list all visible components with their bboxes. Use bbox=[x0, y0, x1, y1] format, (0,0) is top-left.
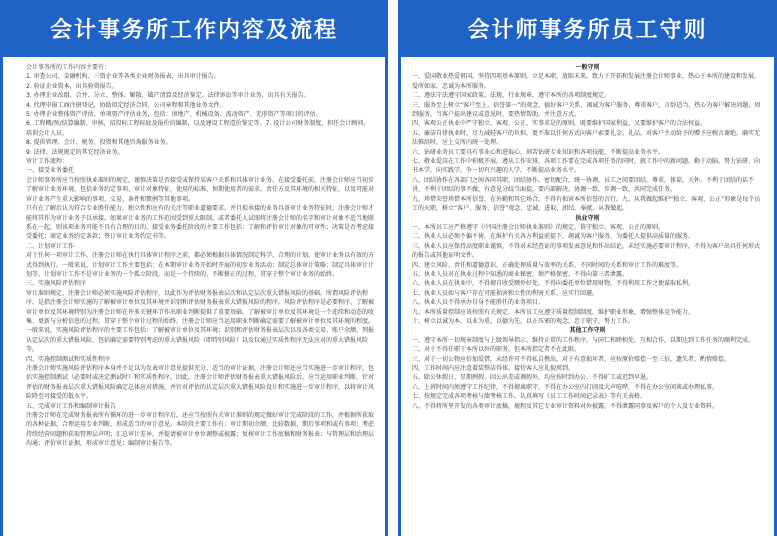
text-line: 一、遵守本所一切规章制度与上级领导指示，维持正常的工作秩序，与同仁和睦相处，互相合作，以期达到工作任务的顺利完成。 bbox=[412, 336, 755, 344]
left-title: 会计事务所工作内容及流程 bbox=[49, 18, 338, 43]
text-line: 四、客观公正执业中严守独立、客观、公正、实事求是的原则，既要维护国家利益，又要维护客户的合法权益。 bbox=[412, 120, 707, 128]
text-line: 一、爱国敬业热爱祖国，坚持四项基本原则，立足本职，放眼未来，致力于开拓和发展注册会计师事业，热心于本所的建设和发展，爱所如家，忠诚为本所服务。 bbox=[412, 73, 761, 90]
text-line: 二、计划审计工作 bbox=[26, 242, 75, 250]
text-line: 八、不得将所里开发的各类审计底稿，规程及其它专业审计资料对外披露，不得泄露同事及客户的个人及专业资料。 bbox=[412, 402, 719, 410]
text-line: 会计师事务所应当按照执业准则的规定，谨慎决策是否接受或保持某客户关系和具体审计业务。在接受委托前，注册会计师应当初步了解审计业务环境，包括业务约定事项、审计对象特征、使用的标准、预期使用者的需求，责任方及其环境的相关特征，以及可能对审计业务产生重大影响的事项、交易、条件和惯例等其他事项。 bbox=[26, 176, 374, 203]
text-line: 三、执业人员应保持高度职业谨慎，不得对未经查证的事项发表意见和作出结论，未经实施必要审计程序，不得为客户出具任何形式的报告或其他证明文件。 bbox=[412, 242, 761, 260]
section-heading: 一般守则 bbox=[575, 64, 600, 71]
text-line: 4. 代理申报工商注册登记，协助拟定经济合同、公司章程和其他业务文件。 bbox=[26, 101, 226, 109]
section-heading: 其他工作守则 bbox=[569, 327, 606, 335]
text-line: 8. 提供管理、会计、税务、投资和其他咨询服务业务。 bbox=[26, 139, 172, 147]
text-line: 九、本所质量控制应该按照有关规定，本所员工应遵守质量控制制度，维护职业形象，增强整体竞争能力。 bbox=[412, 308, 695, 316]
right-content bbox=[412, 63, 763, 530]
text-line: 五、执业人员对在执业过程中知悉的商业秘密，须严格保密，不得向第三者泄露。 bbox=[412, 270, 629, 278]
text-line: 审计工作流程： bbox=[26, 158, 69, 166]
text-line: 三、服务至上树立“客户至上，信誉第一”的观念，搞好客户关系，竭诚为客户服务，尊重客户，言辞适当，热心为客户解决问题，周到服务，当客户提出建议或意见时，要热情帮助，并注意方式。 bbox=[412, 101, 761, 119]
text-line: 九、珍惜荣誉珍惜本所信誉，在外勤和其它场合，不得有损害本所信誉的言行。九、从我做起维护“独立、客观、公正”形象是每个员工的天职，树立“客户、服务、信誉”观念，忠诚、进取、团结、奉献，从我做起。 bbox=[412, 195, 761, 213]
text-line: 十、树立以诚为本，以业为重，以德为先，以正压邪的观念，忠于职守，努力工作。 bbox=[412, 317, 635, 325]
text-line: 审计准则规定，注册会计师必须实施风险评估程序，以此作为评估财务报表层次和认定层次重大错报风险的基础。所谓风险评估程序，是指注册会计师实施的了解被审计单位及其环境并识别和评估财务报表重大错报风险的程序。风险评估程序是必要程序，了解被审计单位及其环境特别为注册会计师在许多关键环节作出职业判断提供了重要基础。了解被审计单位及其环境是一个连续和动态的收集、更新与分析信息的过程，贯穿于整个审计过程的始终。注册会计师应当运用职业判断确定需要了解被审计单位及其环境的程度。一般来说，实施风险评估程序的主要工作包括：了解被审计单位及其环境；识别和评估财务报表层次以及各类交易、账户余额、列报认定层次的重大错报风险，包括确定需要特别考虑的重大错报风险（即特别风险）以及仅通过实质性程序无法应对的重大错报风险等。 bbox=[26, 289, 374, 354]
board-gap bbox=[388, 0, 398, 536]
text-line: 6. 工程概/预/结算编制、审核，招投标工程标底及报价的编制，以及建设工程造价鉴定等。7. 设计公司财务制度，担任会计顾问，培训会计人员。 bbox=[26, 120, 370, 137]
text-line: 5. 办理企业整体资产评估、单项资产评估业务，包括：房地产、机械设备、流动资产、无形资产等项目的评估。 bbox=[26, 111, 322, 119]
left-header bbox=[0, 0, 388, 57]
left-board bbox=[0, 0, 388, 536]
text-line: 对于任何一项审计工作，注册会计师在执行具体审计程序之前，都必须根据具体情况制定科学、合理的计划，使审计业务以有效的方式得到执行。一般来说，计划审计工作主要包括：在本期审计业务开始时开展的初步业务活动；制定总体审计策略；制定具体审计计划等。计划审计工作不是审计业务的一个孤立阶段，而是一个持续的、不断修正的过程，贯穿于整个审计业务的始终。 bbox=[26, 252, 374, 278]
text-line: 二、执业人员必须不偏不倚，在维护有关各方利益前提下，竭诚为客户服务，为委托人提供高质量的服务。 bbox=[412, 233, 695, 241]
text-line: 八、执业人员不得承办自身不能胜任的业务项目。 bbox=[412, 299, 545, 307]
text-line: 七、执业人员如与客户存在可能损害独立性的利害关系，应实行回避。 bbox=[412, 289, 599, 297]
text-line: 一、接受业务委托 bbox=[26, 167, 75, 175]
text-line: 六、钻研业务员工要具有事业心和进取心，刻苦钻研专业知识和各项技能，不断提高业务水平。 bbox=[412, 148, 665, 156]
text-line: 六、执业人员在执业中，不得擅自收受额外好处，不得向委托单位借用财物，不得利用工作之便谋取私利。 bbox=[412, 280, 695, 288]
text-line: 七、敬业爱岗在工作中积极开展，遵从工作安排，各项工作要在完成各项任务的同时，就工作中的新问题、勤于动脑，努力钻研，向书本学，向实践学，争一切有兴趣的人学，不断提高业务水平。 bbox=[412, 158, 761, 175]
text-line: 二、对于不得任职于本所以外的职务，但本所指定者不在此限。 bbox=[412, 346, 581, 354]
text-line: 只有在了解后认为符合专业胜任能力、独立性和应有的关注等职业道德要求，并且拟承接的业务具备审计业务特征时，注册会计师才能将其作为审计业务予以承接。如果审计业务的工作范围受到重大限制，或者委托人试图将注册会计师的名字和审计对象不适当地联系在一起，则该项业务可能不具有合理的目的。接受业务委托阶段的主要工作包括：了解和评价审计对象的可审性；决策是否考虑接受委托；商定业务约定条款；签订审计业务约定书等。 bbox=[26, 205, 374, 241]
text-line: 一、本所员工应严格遵守《中国注册会计师执业准则》的规定，恪守独立、客观、公正的原则。 bbox=[412, 223, 665, 231]
text-line: 八、团结协作在各部门之间各同其职，团结协作，密切配合，统一协调，员工之间要团结，尊重，体谅，关怀，不利于团结的话不讲，不利于团结的事不做，有意见分歧当面提，要内部解决，协调一致，步调一致，共同完成任务。 bbox=[412, 176, 755, 194]
text-line: 二、遵法守法遵守国家政策、法规、行业规章，遵守本所的各项制度规定。 bbox=[412, 92, 611, 100]
text-line: 四、工作时间内应注意着装整洁得体，接待客人应礼貌周到。 bbox=[412, 365, 575, 372]
text-line: 3. 办理企业改组、合并、分立、整体、解散、破产清算及经济鉴定、法律诉讼等审计业务，出具有关报告。 bbox=[26, 92, 310, 100]
text-line: 七、按规定完成各项考核与绩考核工作，认真填写《员工工作时间记录表》等有关表格。 bbox=[412, 393, 647, 401]
right-header bbox=[398, 0, 777, 57]
right-title: 会计师事务所员工守则 bbox=[467, 18, 708, 43]
text-line: 2. 验证企业资本，出具验资报告。 bbox=[26, 82, 118, 90]
text-line: 五、除公休假日、星期例假、因公出差或调假外，均应按时到办公，不得旷工或迟到早退。 bbox=[412, 374, 653, 382]
text-line: 五、廉洁自律执业时，尽力减轻客户的负担，更不准以任何方式向客户索要礼金、礼品，对客户主动给予的赠予应婉言谢绝，确实无法推辞时，应上交所内统一处理。 bbox=[412, 129, 761, 147]
text-line: 五、完成审计工作和编制审计报告 bbox=[26, 402, 117, 410]
text-line: 三、实施风险评估程序 bbox=[26, 280, 87, 288]
left-content bbox=[26, 63, 374, 530]
text-line: 9. 法律、法规规定的其它经济业务。 bbox=[26, 148, 124, 156]
text-line: 会计事务所的工作内容主要有： bbox=[26, 64, 111, 71]
right-board bbox=[398, 0, 777, 536]
text-line: 1. 审查公司、金融机构、三资企业等各类企业财务报表，出具审计报告。 bbox=[26, 73, 220, 81]
text-line: 四、实施控制测试和实质性程序 bbox=[26, 355, 111, 363]
text-line: 三、对于一切公物应倍加爱惜，未经许可不得私自携出，对于有意损坏者，应按原价赔偿一至三倍，遗失者，酌情赔偿。 bbox=[412, 355, 731, 363]
text-line: 注册会计师在完成财务报表所有循环的进一步审计程序后，还应当按照有关审计准则的规定做好审计完成阶段的工作，并根据所获取的各种证据，合理运用专业判断，形成适当的审计意见。本阶段主要工作有：审计期初余额、比较数据、期后事项和或有事项；考虑持续经营问题和获取管理层声明；汇总审计差异，并提请被审计单位调整或披露；复核审计工作底稿和财务报表；与管理层和治理层沟通；评价审计证据，形成审计意见；编制审计报告等。 bbox=[26, 412, 374, 448]
section-heading: 执业守则 bbox=[575, 214, 600, 222]
text-line: 四、建立风险、责任和道德意识，正确处理质量与效率的关系，不同时间的关系和审计工作的难度等。 bbox=[412, 261, 683, 269]
text-line: 注册会计师实施风险评估程序本身并不足以为发表审计意见提供充分、适当的审计证据，注册会计师还应当实施进一步审计程序，包括实施控制测试（必要时或决定测试时）和实质性程序。因此，注册会计师评估财务报表重大错报风险后，应当运用职业判断，针对评估的财务报表层次重大错报风险确定总体应对措施，并针对评估的认定层次重大错报风险设计和实施进一步审计程序，以将审计风险降至可接受的低水平。 bbox=[26, 365, 374, 401]
text-line: 六、上班时间内须遵守工作纪律，不得擅离职守，不得在办公室内打闹及大声喧哗，不得在办公室闲谈或办理私事。 bbox=[412, 383, 719, 391]
